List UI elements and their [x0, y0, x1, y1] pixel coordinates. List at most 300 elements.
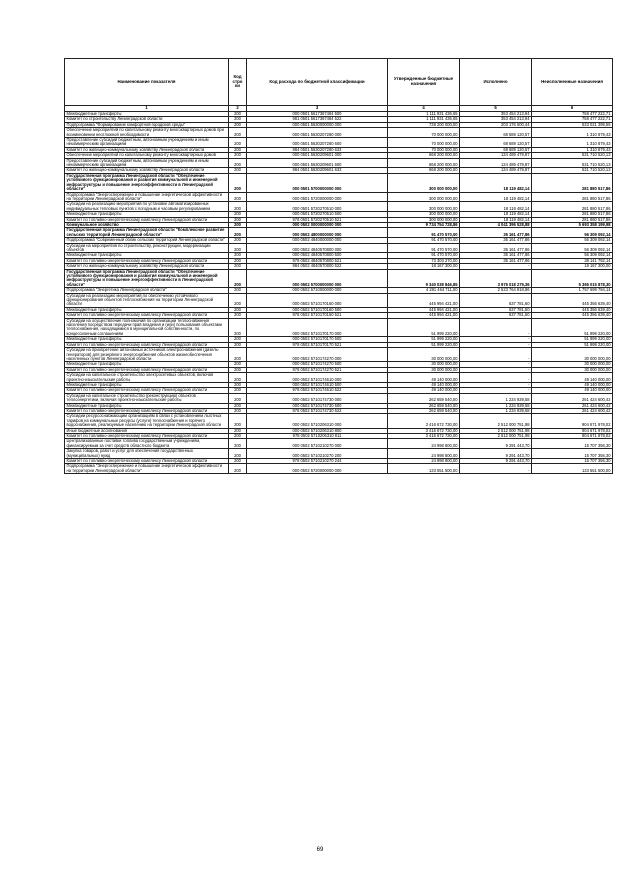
row-name: Комитет по топливно-энергетическому комплексу Ленинградской области	[65, 459, 229, 464]
row-code: 200	[229, 138, 247, 148]
row-code: 200	[229, 192, 247, 202]
row-unexecuted: 49 140 000,00	[532, 382, 613, 387]
row-name: Коммунальное хозяйство	[65, 222, 229, 227]
row-code: 200	[229, 112, 247, 117]
row-executed: -	[460, 388, 532, 393]
row-approved: 3 416 672 730,00	[388, 414, 460, 428]
row-code: 200	[229, 313, 247, 318]
row-kbk: 000 0502 4800000000 000	[247, 228, 388, 238]
row-approved: 300 000 000,00	[388, 217, 460, 222]
row-approved: 668 200 000,00	[388, 158, 460, 168]
row-executed: 3 975 018 279,36	[460, 269, 532, 288]
row-executed: -	[460, 362, 532, 367]
row-approved: 262 659 540,00	[388, 393, 460, 403]
row-code: 200	[229, 388, 247, 393]
header-code: Код стро ки	[229, 59, 247, 106]
row-unexecuted: 281 880 517,86	[532, 192, 613, 202]
row-unexecuted: 30 000 000,00	[532, 348, 613, 362]
row-executed: 134 489 479,87	[460, 158, 532, 168]
column-number: 2	[229, 106, 247, 112]
table-row	[65, 318, 613, 337]
row-executed: -	[460, 264, 532, 269]
row-kbk: 978 0502 5710210270 244	[247, 459, 388, 464]
row-approved: 133 551 500,00	[388, 464, 460, 474]
row-code: 200	[229, 117, 247, 122]
header-name: Наименование показателя	[65, 59, 229, 106]
row-name: Субсидии на мероприятия по строительству, реконструкции, модернизации объектов	[65, 243, 229, 253]
row-executed: 9 291 443,70	[460, 459, 532, 464]
row-approved: 70 000 000,00	[388, 138, 460, 148]
row-kbk: 000 0502 5710170160 500	[247, 307, 388, 312]
table-header-row	[65, 59, 613, 106]
table-row	[65, 393, 613, 403]
row-approved: 445 994 421,00	[388, 307, 460, 312]
row-unexecuted: 5 365 015 878,30	[532, 269, 613, 288]
row-code: 200	[229, 258, 247, 263]
row-kbk: 000 0502 5710000000 000	[247, 288, 388, 293]
row-unexecuted: 904 671 978,02	[532, 414, 613, 428]
row-kbk: 000 0502 5720000000 000	[247, 464, 388, 474]
row-kbk: 000 0501 5630207280 600	[247, 138, 388, 148]
row-name: Централизованные поставки топлива государственным учреждениям, финансируемым за счет средств областного бюджета	[65, 439, 229, 449]
row-code: 200	[229, 147, 247, 152]
row-code: 200	[229, 128, 247, 138]
row-kbk: 978 0502 5710174270 521	[247, 367, 388, 372]
row-name: Предоставление субсидий бюджетным, автономным учреждениям и иным некоммерческим организациям	[65, 138, 229, 148]
row-approved: 262 659 540,00	[388, 408, 460, 413]
column-number: 4	[388, 106, 460, 112]
row-kbk: 978 0502 5710170170 521	[247, 342, 388, 347]
row-kbk: 000 0502 5710174270 000	[247, 348, 388, 362]
row-code: 200	[229, 168, 247, 173]
row-name: Комитет по жилищно-коммунальному хозяйству Ленинградской области	[65, 147, 229, 152]
row-kbk: 000 0502 5710174270 500	[247, 362, 388, 367]
row-unexecuted: 261 424 600,42	[532, 403, 613, 408]
row-code: 200	[229, 253, 247, 258]
row-approved: 738 200 000,00	[388, 122, 460, 127]
row-name: Межбюджетные трансферты	[65, 307, 229, 312]
row-name: Комитет по топливно-энергетическому комплексу Ленинградской области	[65, 258, 229, 263]
row-approved: 668 200 000,00	[388, 168, 460, 173]
row-approved: 30 000 000,00	[388, 367, 460, 372]
row-executed: 68 689 120,57	[460, 147, 532, 152]
row-approved: 70 000 000,00	[388, 128, 460, 138]
budget-execution-table	[64, 58, 613, 474]
row-code: 200	[229, 382, 247, 387]
row-kbk: 000 0502 4840570800 500	[247, 253, 388, 258]
row-unexecuted: 15 707 356,30	[532, 449, 613, 459]
row-executed: 134 489 479,87	[460, 168, 532, 173]
row-unexecuted: 281 880 517,86	[532, 212, 613, 217]
row-code: 200	[229, 393, 247, 403]
table-row	[65, 158, 613, 168]
row-kbk: 000 0502 0000000000 000	[247, 222, 388, 227]
row-name: Обеспечение мероприятий по капитальному ремонту многоквартирных домов при возникновении неотложной необходимости	[65, 128, 229, 138]
row-executed: 2 512 000 751,98	[460, 428, 532, 433]
row-approved: 51 999 220,00	[388, 337, 460, 342]
row-kbk: 000 0501 5617367484 500	[247, 112, 388, 117]
row-unexecuted: 56 309 092,14	[532, 243, 613, 253]
row-approved: 91 470 570,00	[388, 253, 460, 258]
row-kbk: 984 0501 5630207280 633	[247, 147, 388, 152]
row-code: 200	[229, 464, 247, 474]
row-executed: 1 234 939,58	[460, 408, 532, 413]
row-unexecuted: 1 310 879,43	[532, 128, 613, 138]
row-unexecuted: 904 671 978,02	[532, 428, 613, 433]
row-code: 200	[229, 269, 247, 288]
row-approved: 51 999 220,00	[388, 318, 460, 337]
row-unexecuted: 18 167 300,00	[532, 264, 613, 269]
row-executed: 1 234 939,58	[460, 393, 532, 403]
row-code: 200	[229, 217, 247, 222]
row-unexecuted: 531 710 520,13	[532, 168, 613, 173]
row-code: 200	[229, 403, 247, 408]
table-body	[65, 112, 613, 474]
row-executed: -	[460, 464, 532, 474]
row-code: 200	[229, 122, 247, 127]
row-code: 200	[229, 264, 247, 269]
row-approved: 73 303 270,00	[388, 258, 460, 263]
row-name: Предоставление субсидий бюджетным, автономным учреждениям и иным некоммерческим организациям	[65, 158, 229, 168]
header-executed: Исполнено	[460, 59, 532, 106]
row-code: 200	[229, 414, 247, 428]
row-name: Субсидии на капитальное строительство электросетевых объектов, включая проектно-изыскательские работы	[65, 373, 229, 383]
page-number: 69	[316, 847, 324, 853]
row-kbk: 984 0501 5630209601 633	[247, 168, 388, 173]
row-kbk: 000 0502 5710206310 000	[247, 414, 388, 428]
row-approved: 4 281 464 711,00	[388, 288, 460, 293]
table-row	[65, 439, 613, 449]
row-code: 200	[229, 449, 247, 459]
row-approved: 49 140 000,00	[388, 388, 460, 393]
row-approved: 3 416 672 730,00	[388, 428, 460, 433]
header-unexecuted: Неисполненные назначения	[532, 59, 613, 106]
row-executed: 2 523 764 918,86	[460, 288, 532, 293]
row-kbk: 000 0502 5710210270 200	[247, 449, 388, 459]
row-kbk: 978 0502 5710174610 522	[247, 388, 388, 393]
row-approved: 300 000 000,00	[388, 212, 460, 217]
row-unexecuted: 38 141 792,14	[532, 258, 613, 263]
row-unexecuted: 51 999 220,00	[532, 318, 613, 337]
row-approved: 9 340 038 846,85	[388, 269, 460, 288]
row-kbk: 000 0502 5710170170 500	[247, 337, 388, 342]
row-code: 200	[229, 212, 247, 217]
table-row	[65, 192, 613, 202]
row-executed: 35 161 477,86	[460, 258, 532, 263]
row-unexecuted: 445 356 639,40	[532, 293, 613, 307]
row-kbk: 984 0502 4840570800 522	[247, 264, 388, 269]
row-code: 200	[229, 293, 247, 307]
row-kbk: 000 0501 5720000000 000	[247, 192, 388, 202]
row-executed: 2 512 000 751,98	[460, 434, 532, 439]
row-executed: 1 234 939,58	[460, 403, 532, 408]
row-executed: 68 689 120,57	[460, 128, 532, 138]
row-executed: 35 161 477,86	[460, 253, 532, 258]
row-name: Государственная программа Ленинградской области "Обеспечение устойчивого функционирования и развития коммунальной и инженерной инфраструктуры и повышение энергоэффективности в Ленинградской области"	[65, 269, 229, 288]
row-approved: 300 000 000,00	[388, 202, 460, 212]
row-kbk: 978 0501 5720270510 521	[247, 217, 388, 222]
row-name: Комитет по топливно-энергетическому комплексу Ленинградской области	[65, 367, 229, 372]
row-unexecuted: 281 880 517,86	[532, 217, 613, 222]
row-name: Комитет по строительству Ленинградской области	[65, 117, 229, 122]
row-executed: 18 119 482,14	[460, 173, 532, 192]
row-kbk: 000 0502 5710170160 000	[247, 293, 388, 307]
row-name: Комитет по топливно-энергетическому комплексу Ленинградской области	[65, 313, 229, 318]
row-name: Межбюджетные трансферты	[65, 382, 229, 387]
row-code: 200	[229, 238, 247, 243]
row-kbk: 000 0502 4840570800 000	[247, 243, 388, 253]
row-name: Подпрограмма "Энергосбережение и повышение энергетической эффективности на территории Ленинградской области"	[65, 464, 229, 474]
row-code: 200	[229, 228, 247, 238]
row-code: 200	[229, 348, 247, 362]
row-kbk: 978 0502 5710174730 522	[247, 408, 388, 413]
row-code: 200	[229, 158, 247, 168]
row-name: Комитет по топливно-энергетическому комплексу Ленинградской области	[65, 342, 229, 347]
row-executed: 637 781,60	[460, 293, 532, 307]
row-code: 200	[229, 362, 247, 367]
table-row	[65, 464, 613, 474]
row-executed: 18 119 482,14	[460, 217, 532, 222]
row-unexecuted: 533 021 399,56	[532, 122, 613, 127]
row-approved: 1 111 931 436,65	[388, 112, 460, 117]
row-executed: 134 489 479,87	[460, 153, 532, 158]
row-kbk: 000 0501 5720270510 500	[247, 212, 388, 217]
row-approved: 3 416 672 730,00	[388, 434, 460, 439]
row-unexecuted: 15 707 356,30	[532, 439, 613, 449]
row-unexecuted: 49 140 000,00	[532, 388, 613, 393]
row-executed: -	[460, 348, 532, 362]
row-kbk: 000 0501 5720270510 000	[247, 202, 388, 212]
table-row	[65, 243, 613, 253]
row-unexecuted: 261 424 600,42	[532, 393, 613, 403]
row-unexecuted: 758 477 222,71	[532, 117, 613, 122]
row-approved: 24 998 800,00	[388, 449, 460, 459]
row-code: 200	[229, 173, 247, 192]
row-kbk: 000 0501 5700000000 000	[247, 173, 388, 192]
row-unexecuted: 56 309 092,14	[532, 238, 613, 243]
table-row	[65, 348, 613, 362]
row-kbk: 978 0502 5710170160 521	[247, 313, 388, 318]
row-kbk: 000 0502 4840000000 000	[247, 238, 388, 243]
row-code: 200	[229, 288, 247, 293]
row-approved: 668 200 000,00	[388, 153, 460, 158]
row-name: Комитет по топливно-энергетическому комплексу Ленинградской области	[65, 434, 229, 439]
row-code: 200	[229, 342, 247, 347]
header-kbk: Код расхода по бюджетной классификации	[247, 59, 388, 106]
row-name: Комитет по топливно-энергетическому комплексу Ленинградской области	[65, 408, 229, 413]
row-executed: -	[460, 337, 532, 342]
row-code: 200	[229, 408, 247, 413]
row-approved: 445 994 421,00	[388, 313, 460, 318]
row-kbk: 978 0502 4840570800 521	[247, 258, 388, 263]
row-approved: 9 734 754 728,86	[388, 222, 460, 227]
row-executed: 18 119 482,14	[460, 192, 532, 202]
row-executed: -	[460, 318, 532, 337]
row-name: Подпрограмма "Энергосбережение и повышение энергетической эффективности на территории Ленинградской области"	[65, 192, 229, 202]
row-name: Субсидии на приобретение автономных источников электроснабжения (дизель-генераторов) для резервного энергоснабжения объектов жизнеобеспечения населенных пунктов Ленинградской области	[65, 348, 229, 362]
row-approved: 30 000 000,00	[388, 362, 460, 367]
row-approved: 70 000 000,00	[388, 147, 460, 152]
row-unexecuted: 758 477 222,71	[532, 112, 613, 117]
row-code: 200	[229, 153, 247, 158]
row-approved: 91 470 570,00	[388, 243, 460, 253]
column-number: 3	[247, 106, 388, 112]
row-executed: 68 689 120,57	[460, 138, 532, 148]
row-name: Государственная программа Ленинградской области "Обеспечение устойчивого функционирования и развития коммунальной и инженерной инфраструктуры и повышение энергоэффективности в Ленинградской области"	[65, 173, 229, 192]
row-unexecuted: 5 693 358 199,98	[532, 222, 613, 227]
row-approved: 1 111 931 436,65	[388, 117, 460, 122]
row-code: 200	[229, 243, 247, 253]
row-approved: 91 470 570,00	[388, 228, 460, 238]
row-executed: -	[460, 382, 532, 387]
table-row	[65, 173, 613, 192]
row-kbk: 000 0502 5710170170 000	[247, 318, 388, 337]
row-unexecuted: 445 356 639,40	[532, 307, 613, 312]
row-approved: 24 998 800,00	[388, 439, 460, 449]
row-executed: -	[460, 367, 532, 372]
row-executed: 637 781,60	[460, 307, 532, 312]
row-code: 200	[229, 434, 247, 439]
row-executed: 353 454 213,94	[460, 112, 532, 117]
row-unexecuted: 49 140 000,00	[532, 373, 613, 383]
table-row	[65, 202, 613, 212]
column-number: 1	[65, 106, 229, 112]
row-unexecuted: 281 880 517,86	[532, 202, 613, 212]
row-unexecuted: 445 356 639,40	[532, 313, 613, 318]
row-executed: 18 119 482,14	[460, 212, 532, 217]
row-executed: 9 291 443,70	[460, 449, 532, 459]
row-unexecuted: 904 671 978,02	[532, 434, 613, 439]
row-unexecuted: 261 424 600,42	[532, 408, 613, 413]
row-unexecuted: 30 000 000,00	[532, 367, 613, 372]
row-name: Межбюджетные трансферты	[65, 253, 229, 258]
table-row	[65, 414, 613, 428]
row-code: 200	[229, 428, 247, 433]
row-code: 200	[229, 337, 247, 342]
row-executed: 35 161 477,86	[460, 243, 532, 253]
table-row	[65, 293, 613, 307]
table-row	[65, 128, 613, 138]
row-name: Субсидии на осуществление полномочий по организации теплоснабжения населения посредством передачи прав владения и (или) пользования объектами теплоснабжения, находящимися в муниципальной собственности, по концессионным соглашениям	[65, 318, 229, 337]
row-approved: 30 000 000,00	[388, 348, 460, 362]
row-code: 200	[229, 439, 247, 449]
row-unexecuted: 51 999 220,00	[532, 337, 613, 342]
row-name: Иные бюджетные ассигнования	[65, 428, 229, 433]
row-kbk: 000 0502 5710206310 800	[247, 428, 388, 433]
row-approved: 445 994 421,00	[388, 293, 460, 307]
row-name: Межбюджетные трансферты	[65, 403, 229, 408]
row-code: 200	[229, 318, 247, 337]
row-executed: -	[460, 342, 532, 347]
row-unexecuted: 1 310 879,43	[532, 138, 613, 148]
row-executed: 637 781,60	[460, 313, 532, 318]
row-executed: 18 119 482,14	[460, 202, 532, 212]
row-approved: 300 000 000,00	[388, 173, 460, 192]
row-name: Межбюджетные трансферты	[65, 112, 229, 117]
row-unexecuted: 1 310 879,43	[532, 147, 613, 152]
row-name: Комитет по жилищно-коммунальному хозяйству Ленинградской области	[65, 168, 229, 173]
row-kbk: 000 0502 5710174730 000	[247, 393, 388, 403]
row-code: 200	[229, 222, 247, 227]
row-code: 200	[229, 373, 247, 383]
row-kbk: 000 0502 5700000000 000	[247, 269, 388, 288]
row-executed: -	[460, 373, 532, 383]
row-unexecuted: 56 309 092,14	[532, 253, 613, 258]
row-name: Государственная программа Ленинградской области "Комплексное развитие сельских территорий Ленинградской области"	[65, 228, 229, 238]
row-name: Подпрограмма "Формирование комфортной городской среды"	[65, 122, 229, 127]
row-kbk: 000 0501 5630209601 000	[247, 153, 388, 158]
row-executed: 2 512 000 751,98	[460, 414, 532, 428]
row-unexecuted: 56 309 092,14	[532, 228, 613, 238]
table-row	[65, 138, 613, 148]
row-approved: 51 999 220,00	[388, 342, 460, 347]
table-row	[65, 228, 613, 238]
row-name: Субсидии на капитальное строительство (реконструкцию) объектов теплоэнергетики, включая проектно-изыскательские работы	[65, 393, 229, 403]
row-approved: 262 659 540,00	[388, 403, 460, 408]
row-name: Межбюджетные трансферты	[65, 362, 229, 367]
row-name: Комитет по топливно-энергетическому комплексу Ленинградской области	[65, 217, 229, 222]
row-name: Межбюджетные трансферты	[65, 212, 229, 217]
table-row	[65, 373, 613, 383]
row-kbk: 000 0501 5630207280 000	[247, 128, 388, 138]
row-executed: 4 041 396 528,88	[460, 222, 532, 227]
row-name: Закупка товаров, работ и услуг для обеспечения государственных (муниципальных) нужд	[65, 449, 229, 459]
row-kbk: 000 0501 5630000000 000	[247, 122, 388, 127]
row-code: 200	[229, 307, 247, 312]
table-row	[65, 269, 613, 288]
row-unexecuted: 281 880 517,86	[532, 173, 613, 192]
row-kbk: 981 0501 5617367484 522	[247, 117, 388, 122]
row-kbk: 000 0501 5630209601 600	[247, 158, 388, 168]
row-approved: 24 998 800,00	[388, 459, 460, 464]
row-kbk: 000 0502 5710174610 500	[247, 382, 388, 387]
row-name: Межбюджетные трансферты	[65, 337, 229, 342]
row-approved: 18 167 300,00	[388, 264, 460, 269]
row-name: Субсидии на реализацию мероприятий по обеспечению устойчивого функционирования объектов теплоснабжения на территории Ленинградской области	[65, 293, 229, 307]
row-kbk: 000 0502 5710210270 000	[247, 439, 388, 449]
row-code: 200	[229, 459, 247, 464]
row-unexecuted: 531 710 520,13	[532, 153, 613, 158]
row-code: 200	[229, 367, 247, 372]
row-kbk: 000 0502 5710174610 000	[247, 373, 388, 383]
row-executed: 353 454 213,94	[460, 117, 532, 122]
row-name: Обеспечение мероприятий по капитальному ремонту многоквартирных домов	[65, 153, 229, 158]
row-unexecuted: 15 707 356,30	[532, 459, 613, 464]
row-approved: 300 000 000,00	[388, 192, 460, 202]
header-approved: Утвержденные бюджетные назначения	[388, 59, 460, 106]
row-code: 200	[229, 202, 247, 212]
row-executed: 35 161 477,86	[460, 228, 532, 238]
column-number: 5	[460, 106, 532, 112]
row-executed: 203 176 600,44	[460, 122, 532, 127]
row-executed: 35 161 477,86	[460, 238, 532, 243]
row-name: Субсидии на реализацию мероприятий по установке автоматизированных индивидуальных тепловых пунктов с погодным и часовым регулированием	[65, 202, 229, 212]
column-number: 6	[532, 106, 613, 112]
row-name: Комитет по жилищно-коммунальному хозяйству Ленинградской области	[65, 264, 229, 269]
row-approved: 49 140 000,00	[388, 382, 460, 387]
row-unexecuted: 531 710 520,13	[532, 158, 613, 168]
row-kbk: 978 0502 5710206310 811	[247, 434, 388, 439]
row-executed: 9 291 443,70	[460, 439, 532, 449]
row-approved: 91 470 570,00	[388, 238, 460, 243]
row-unexecuted: 51 999 220,00	[532, 342, 613, 347]
row-name: Подпрограмма "Современный облик сельских территорий Ленинградской области"	[65, 238, 229, 243]
row-name: Комитет по топливно-энергетическому комплексу Ленинградской области	[65, 388, 229, 393]
row-unexecuted: 1 757 699 794,14	[532, 288, 613, 293]
row-name: Субсидии ресурсоснабжающим организациям в связи с установлением льготных тарифов на коммунальные ресурсы (услуги) теплоснабжения и горячего водоснабжения, реализуемые населению на территории Ленинградской области	[65, 414, 229, 428]
row-unexecuted: 30 000 000,00	[532, 362, 613, 367]
row-approved: 49 140 000,00	[388, 373, 460, 383]
